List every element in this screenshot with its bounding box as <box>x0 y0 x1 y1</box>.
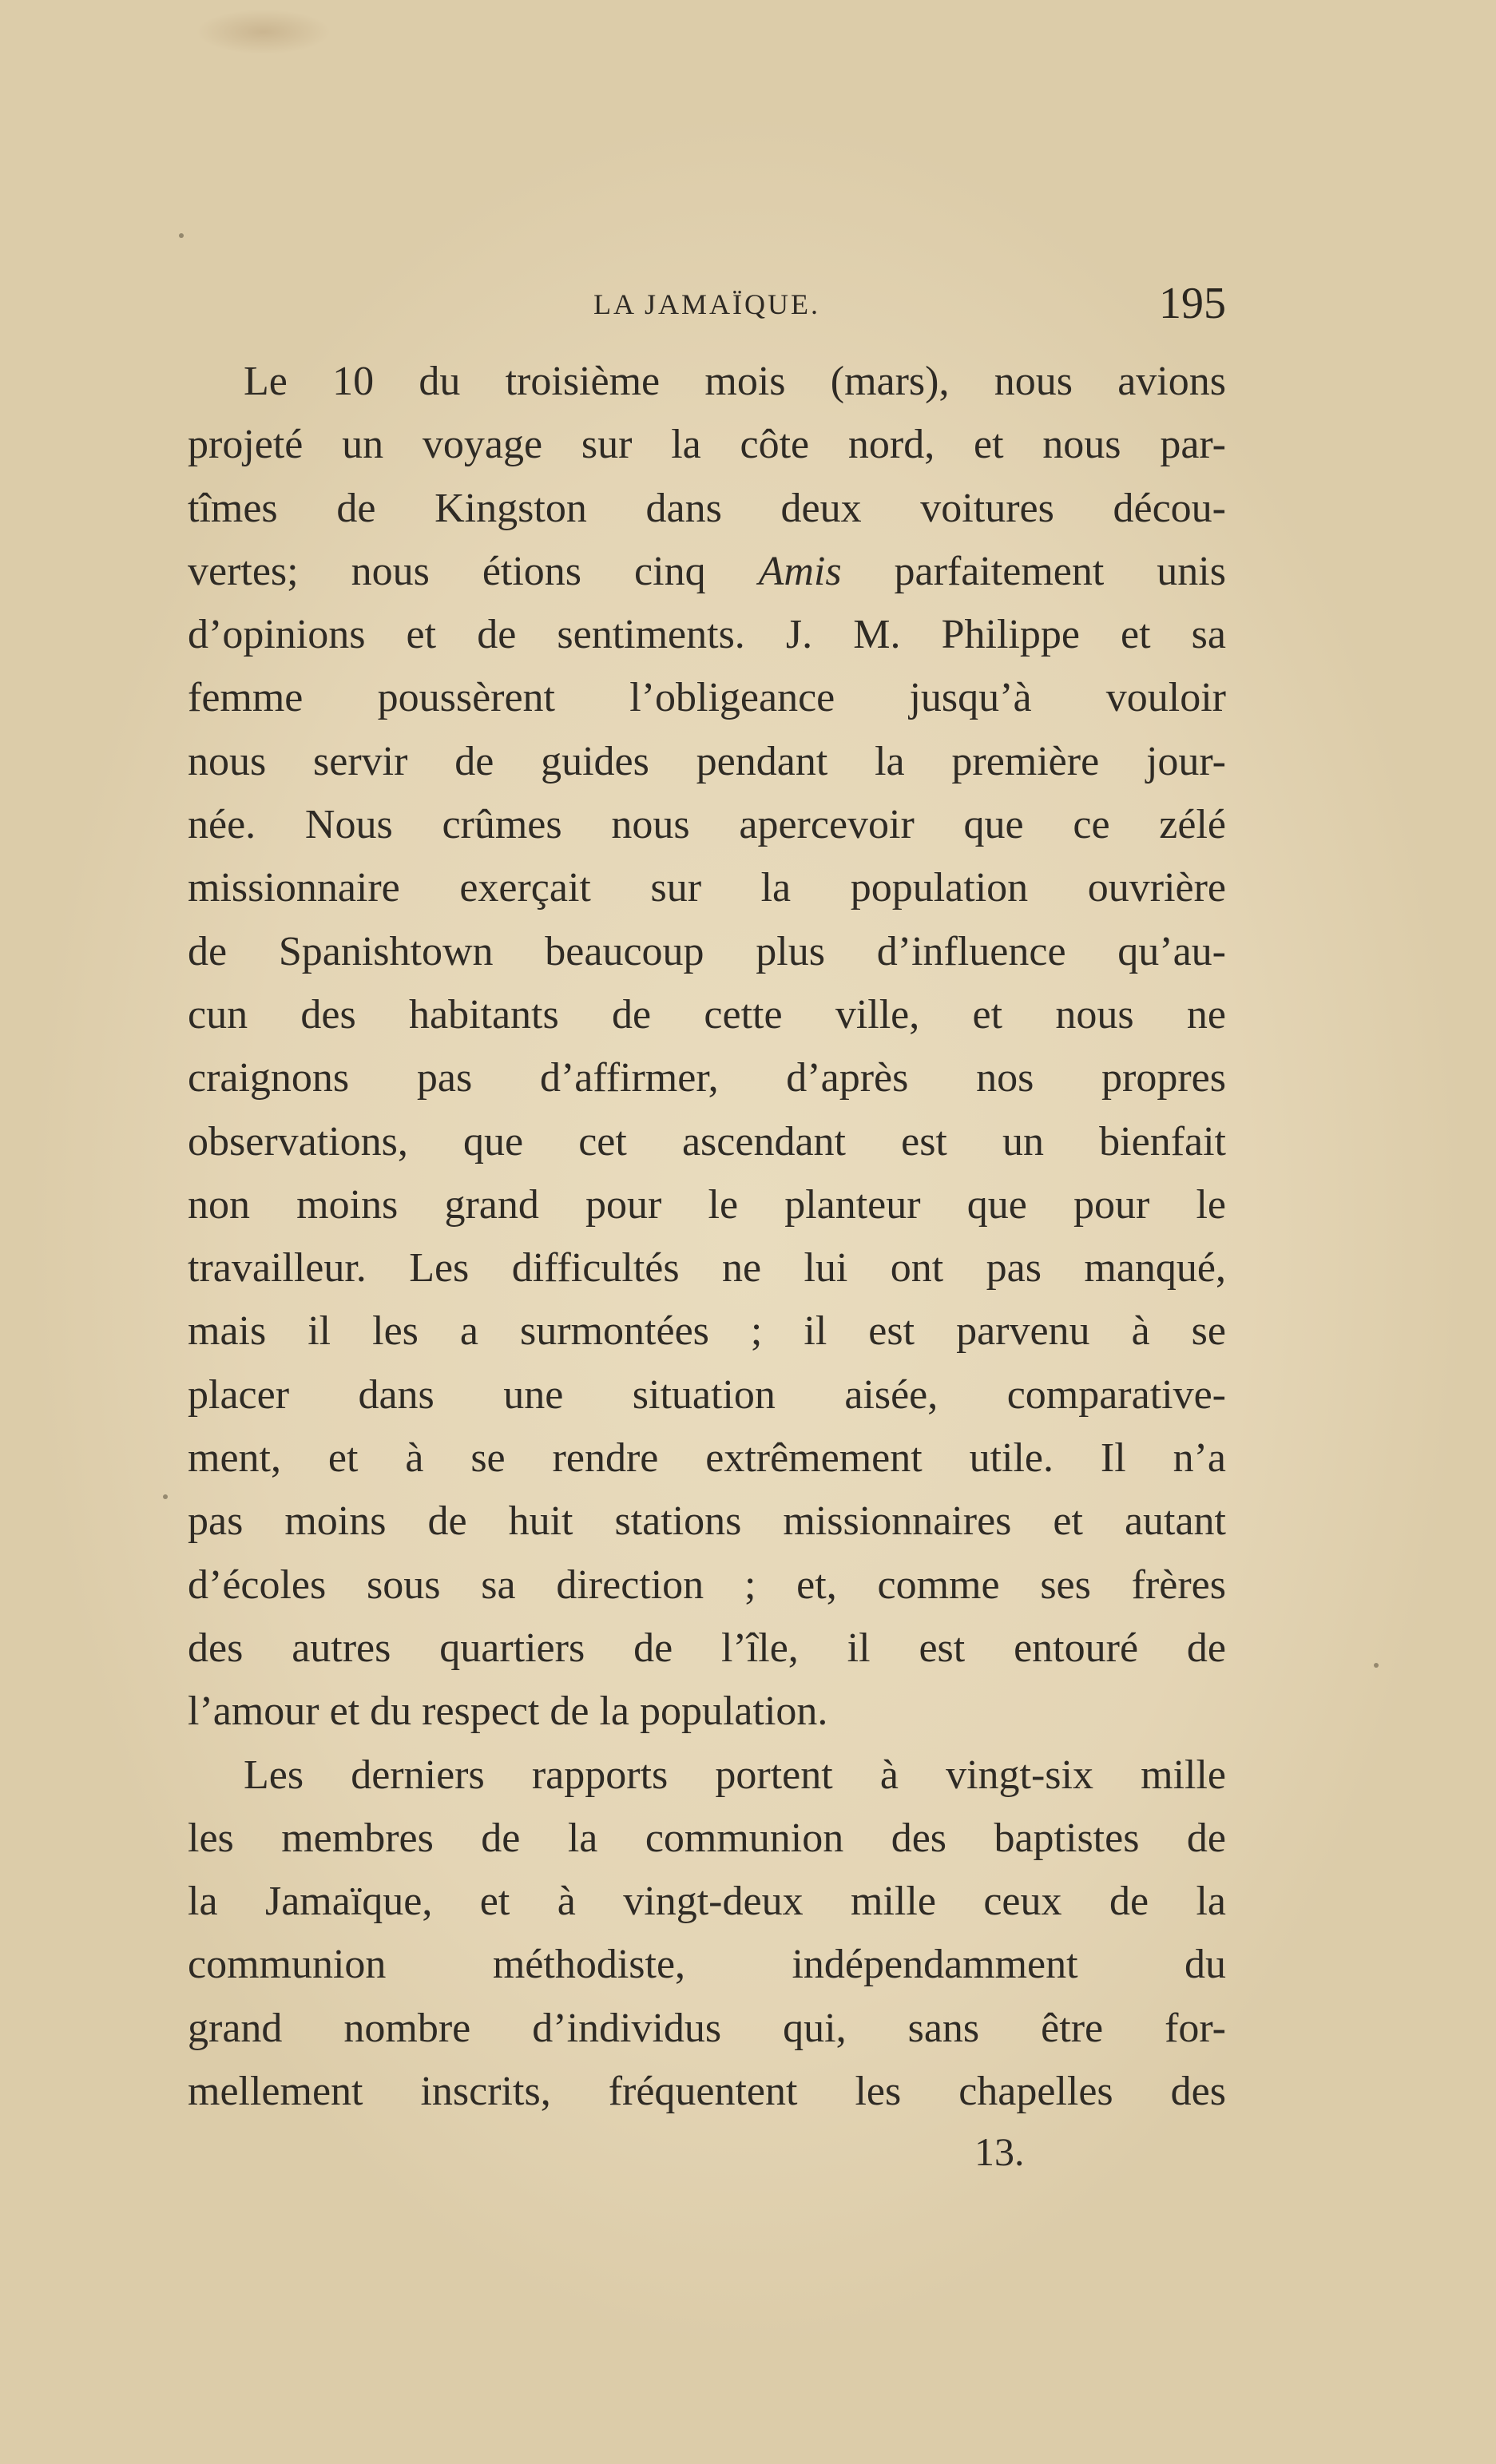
text-line: mellement inscrits, fréquentent les chapelles des <box>188 2069 1226 2115</box>
text-line: femme poussèrent l’obligeance jusqu’à vouloir <box>188 675 1226 721</box>
text-line: d’opinions et de sentiments. J. M. Philippe et sa <box>188 612 1226 658</box>
text-line: missionnaire exerçait sur la population ouvrière <box>188 865 1226 911</box>
text-line: grand nombre d’individus qui, sans être for- <box>188 2005 1226 2051</box>
running-head <box>188 280 1226 327</box>
running-title: LA JAMAÏQUE. <box>593 288 820 320</box>
text-line: placer dans une situation aisée, comparative- <box>188 1371 1226 1418</box>
text-line: craignons pas d’affirmer, d’après nos propres <box>188 1055 1226 1101</box>
text-line: travailleur. Les difficultés ne lui ont pas manqué, <box>188 1245 1226 1292</box>
text-line: Les derniers rapports portent à vingt-six mille <box>244 1752 1226 1798</box>
text-line: projeté un voyage sur la côte nord, et nous par- <box>188 422 1226 468</box>
page-number: 195 <box>1159 279 1226 328</box>
paper-speck <box>179 233 184 238</box>
text-line: pas moins de huit stations missionnaires et autant <box>188 1498 1226 1545</box>
text-line: non moins grand pour le planteur que pour le <box>188 1181 1226 1228</box>
text-line: la Jamaïque, et à vingt-deux mille ceux de la <box>188 1879 1226 1925</box>
text-line: nous servir de guides pendant la première jour- <box>188 738 1226 784</box>
text-line-with-italic <box>188 540 1226 603</box>
text-line: née. Nous crûmes nous apercevoir que ce zélé <box>188 802 1226 848</box>
text-segment: vertes; nous étions cinq <box>188 548 759 594</box>
paper-speck <box>1374 1663 1379 1668</box>
text-segment: parfaitement unis <box>841 548 1226 594</box>
signature-mark: 13. <box>974 2129 1025 2174</box>
body-text <box>188 350 1226 2123</box>
text-line: ment, et à se rendre extrêmement utile. Il n’a <box>188 1435 1226 1482</box>
text-line: mais il les a surmontées ; il est parvenu à se <box>188 1308 1226 1355</box>
text-line: communion méthodiste, indépendamment du <box>188 1942 1226 1988</box>
text-line: l’amour et du respect de la population. <box>188 1688 828 1735</box>
text-line: Le 10 du troisième mois (mars), nous avions <box>244 359 1226 404</box>
text-line: tîmes de Kingston dans deux voitures décou- <box>188 485 1226 531</box>
text-line: des autres quartiers de l’île, il est entouré de <box>188 1625 1226 1671</box>
text-line: cun des habitants de cette ville, et nous ne <box>188 991 1226 1038</box>
paper-speck <box>163 1494 168 1499</box>
text-line: observations, que cet ascendant est un bienfait <box>188 1118 1226 1165</box>
text-line: les membres de la communion des baptistes de <box>188 1815 1226 1861</box>
text-line: de Spanishtown beaucoup plus d’influence qu’au- <box>188 928 1226 974</box>
italic-word: Amis <box>758 548 842 594</box>
text-line: d’écoles sous sa direction ; et, comme ses frères <box>188 1561 1226 1608</box>
